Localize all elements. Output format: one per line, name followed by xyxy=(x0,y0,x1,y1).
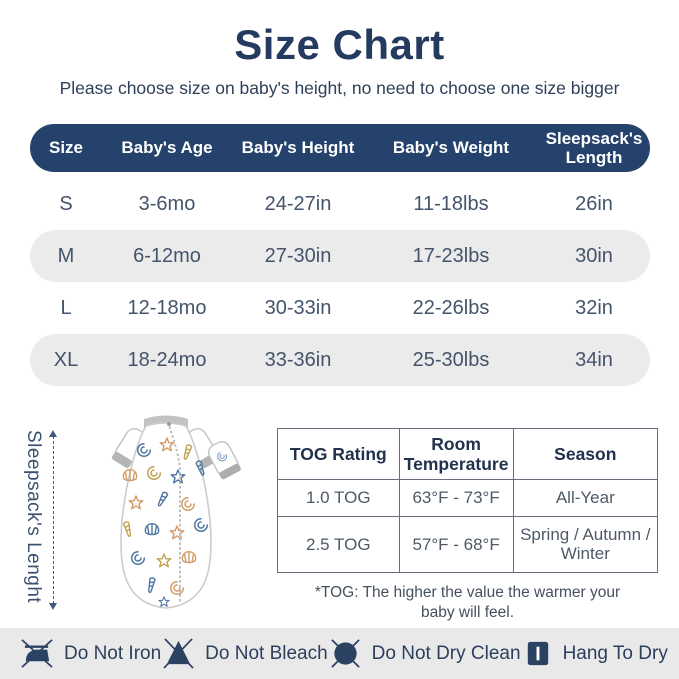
table-row xyxy=(30,178,650,230)
cell-length: 30in xyxy=(575,244,613,267)
cell-size: S xyxy=(59,192,73,215)
tog-header-temperature: Room Temperature xyxy=(399,429,513,480)
table-row xyxy=(30,334,650,386)
care-instructions-bar xyxy=(0,628,679,679)
tog-header-rating: TOG Rating xyxy=(278,429,400,480)
tog-season: All-Year xyxy=(513,480,657,517)
length-measure xyxy=(22,430,60,610)
cell-age: 18-24mo xyxy=(127,348,207,371)
tog-section xyxy=(277,428,658,623)
page-title: Size Chart xyxy=(234,21,445,68)
page-subtitle: Please choose size on baby's height, no need to choose one size bigger xyxy=(59,78,620,98)
cell-weight: 17-23lbs xyxy=(412,244,490,267)
column-header-weight: Baby's Weight xyxy=(392,138,510,158)
cell-height: 33-36in xyxy=(264,348,332,371)
size-table-body xyxy=(30,178,650,386)
cell-height: 24-27in xyxy=(264,192,332,215)
cell-weight: 11-18lbs xyxy=(413,192,489,215)
cell-size: XL xyxy=(53,348,79,371)
cell-weight: 22-26lbs xyxy=(412,296,490,319)
cell-age: 12-18mo xyxy=(127,296,207,319)
do-not-dry-clean-icon xyxy=(328,637,363,670)
care-item-do-not-bleach xyxy=(161,637,328,670)
cell-height: 27-30in xyxy=(264,244,332,267)
care-label: Do Not Dry Clean xyxy=(371,642,521,664)
care-item-hang-to-dry xyxy=(521,637,668,670)
tog-row xyxy=(278,480,658,517)
tog-rating: 2.5 TOG xyxy=(278,516,400,572)
sleepsack-illustration xyxy=(66,406,270,634)
hang-to-dry-icon xyxy=(521,637,554,670)
column-header-height: Baby's Height xyxy=(241,138,355,158)
size-table xyxy=(30,124,650,386)
cell-length: 34in xyxy=(575,348,613,371)
cell-age: 3-6mo xyxy=(138,192,196,215)
cell-length: 26in xyxy=(575,192,613,215)
tog-season: Spring / Autumn / Winter xyxy=(513,516,657,572)
tog-header-season: Season xyxy=(513,429,657,480)
column-header-size: Size xyxy=(48,138,84,158)
length-arrow-icon xyxy=(49,430,60,610)
care-label: Do Not Iron xyxy=(64,642,162,664)
cell-weight: 25-30lbs xyxy=(412,348,490,371)
care-label: Do Not Bleach xyxy=(205,642,328,664)
tog-row xyxy=(278,516,658,572)
tog-temperature: 57°F - 68°F xyxy=(399,516,513,572)
care-item-do-not-dry-clean xyxy=(328,637,521,670)
tog-rating: 1.0 TOG xyxy=(278,480,400,517)
column-header-age: Baby's Age xyxy=(121,138,213,158)
sleepsack-length-label: Sleepsack's Lenght xyxy=(23,430,44,604)
tog-temperature: 63°F - 73°F xyxy=(399,480,513,517)
column-header-length: Sleepsack's Length xyxy=(545,128,643,167)
do-not-iron-icon xyxy=(20,637,55,670)
care-item-do-not-iron xyxy=(20,637,161,670)
sleepsack-drawing xyxy=(66,406,270,634)
table-row xyxy=(30,282,650,334)
cell-size: M xyxy=(57,244,75,267)
do-not-bleach-icon xyxy=(161,637,196,670)
tog-header-row xyxy=(278,429,658,480)
tog-table xyxy=(277,428,658,573)
cell-size: L xyxy=(60,296,72,319)
size-table-header xyxy=(30,124,650,172)
care-label: Hang To Dry xyxy=(562,642,668,664)
cell-length: 32in xyxy=(575,296,613,319)
cell-height: 30-33in xyxy=(264,296,332,319)
tog-note: *TOG: The higher the value the warmer your baby will feel. xyxy=(314,583,621,622)
table-row xyxy=(30,230,650,282)
cell-age: 6-12mo xyxy=(133,244,201,267)
